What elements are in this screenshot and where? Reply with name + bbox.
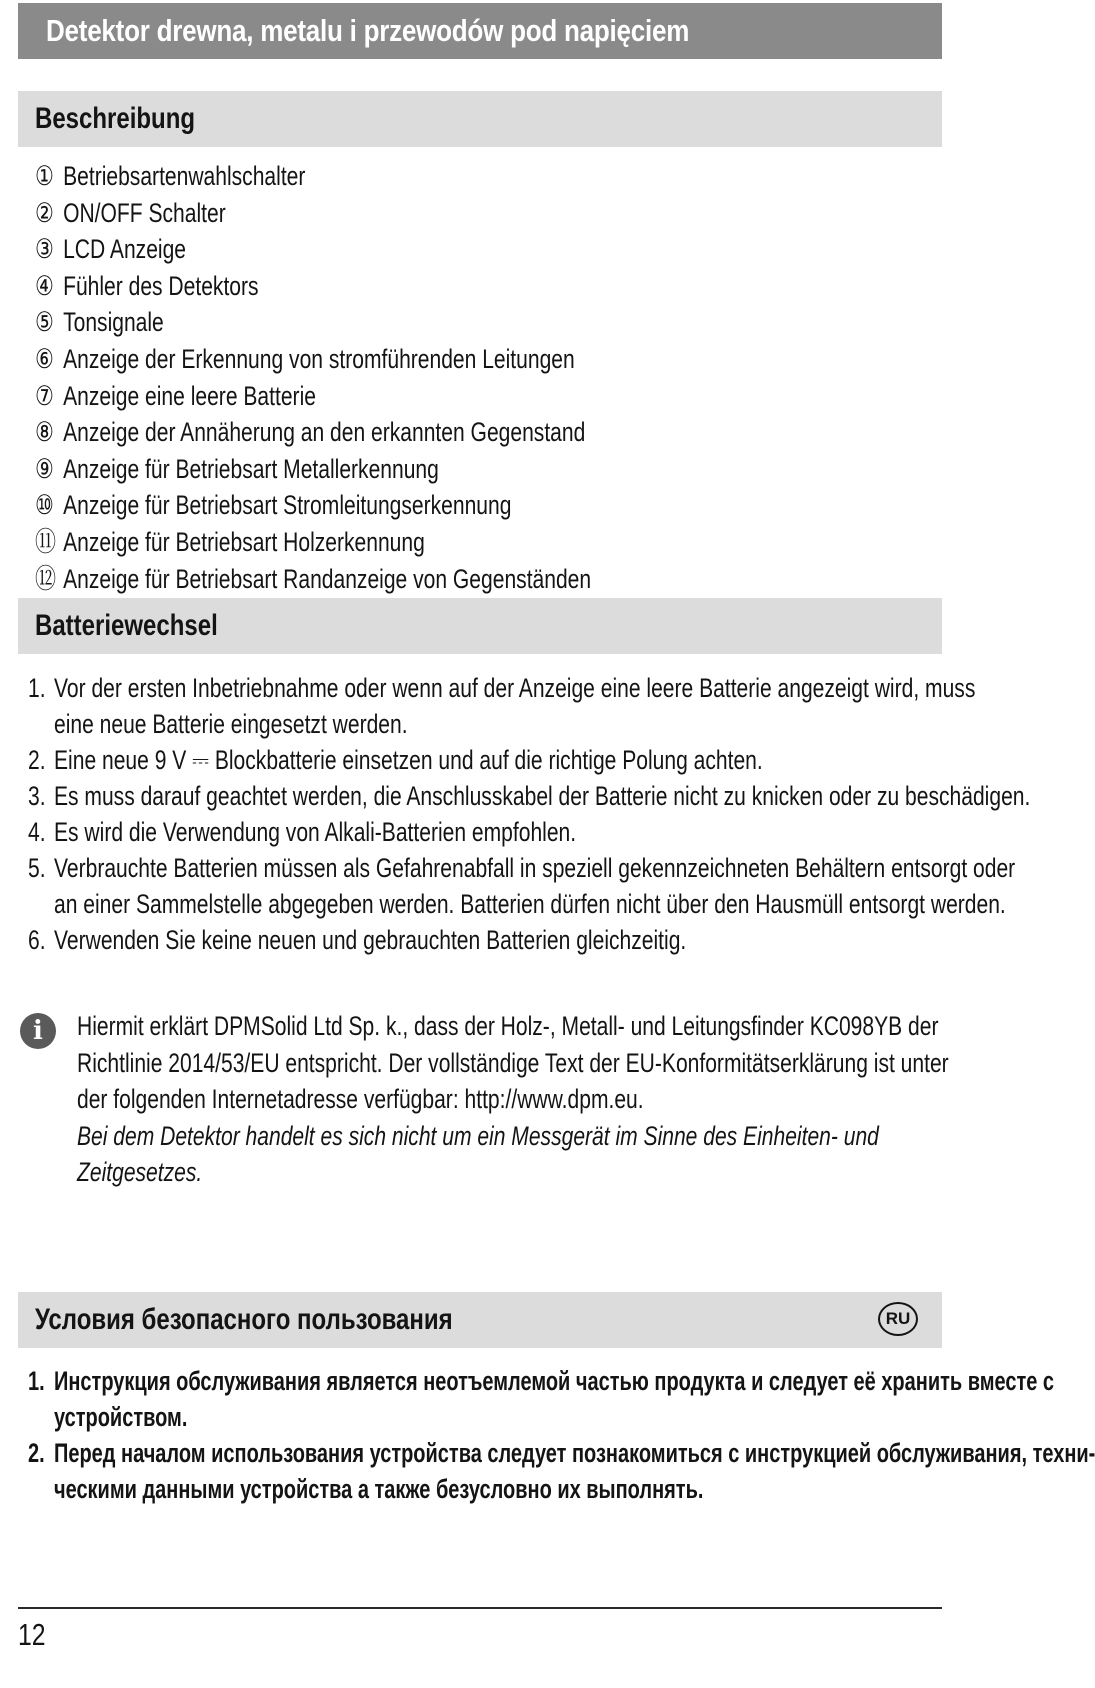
- section-heading-text: Beschreibung: [35, 102, 196, 135]
- list-item: 2. Eine neue 9 V ⎓ Blockbatterie einsetzen und auf die richtige Polung achten.: [28, 745, 763, 775]
- list-item: ⑩ Anzeige für Betriebsart Stromleitungserkennung: [35, 490, 512, 521]
- list-item: ④ Fühler des Detektors: [35, 270, 259, 301]
- language-badge-ru: RU: [878, 1302, 918, 1336]
- battery-steps-list: [28, 670, 1031, 958]
- section-heading-safety-ru: [18, 1292, 942, 1348]
- list-item: ⑤ Tonsignale: [35, 307, 164, 338]
- info-icon: i: [20, 1013, 56, 1049]
- footer-divider: [18, 1607, 942, 1609]
- list-item: 3. Es muss darauf geachtet werden, die Anschlusskabel der Batterie nicht zu knicken oder zu beschädigen.: [28, 781, 1031, 811]
- section-heading-description: [18, 91, 942, 147]
- list-item: 5. Verbrauchte Batterien müssen als Gefahrenabfall in speziell gekennzeichneten Behältern entsorgt oder an einer Sammelstelle abgegeben werden. Batterien dürfen nicht über den Hausmüll entsorgt werden.: [28, 853, 1016, 919]
- list-item: ⑨ Anzeige für Betriebsart Metallerkennung: [35, 453, 439, 484]
- list-item: 1. Vor der ersten Inbetriebnahme oder wenn auf der Anzeige eine leere Batterie angezeigt wird, muss eine neue Batterie eingesetzt werden.: [28, 673, 976, 739]
- list-item: ① Betriebsartenwahlschalter: [35, 161, 306, 191]
- list-item: ③ LCD Anzeige: [35, 234, 187, 265]
- section-heading-text: Batteriewechsel: [35, 609, 218, 642]
- declaration-notice: Hiermit erklärt DPMSolid Ltd Sp. k., dass der Holz-, Metall- und Leitungsfinder KC098YB der Richtlinie 2014/53/EU entspricht. Der vollständige Text der EU-Konformitätserklärung ist unter der folgenden Internetadresse verfügbar: http://www.dpm.eu. Bei dem Detektor handelt es sich nicht um ein Messgerät im Sinne des Einheiten- und Zeitgesetzes.: [77, 1011, 949, 1187]
- list-item: ⑧ Anzeige der Annäherung an den erkannten Gegenstand: [35, 417, 586, 448]
- page-title: Detektor drewna, metalu i przewodów pod napięciem: [46, 13, 690, 48]
- list-item: 2. Перед началом использования устройства следует познакомиться с инструкцией обслуживания, техни- ческими данными устройства а также безусловно их выполнять.: [28, 1438, 1095, 1504]
- page-number: 12: [18, 1617, 46, 1652]
- section-heading-battery: [18, 598, 942, 654]
- list-item: ⑥ Anzeige der Erkennung von stromführenden Leitungen: [35, 343, 575, 374]
- list-item: ⑫ Anzeige für Betriebsart Randanzeige von Gegenständen: [35, 563, 592, 594]
- safety-rules-list: [28, 1363, 1095, 1507]
- parts-list: [35, 158, 935, 597]
- list-item: ② ON/OFF Schalter: [35, 197, 226, 228]
- list-item: 1. Инструкция обслуживания является неотъемлемой частью продукта и следует её хранить вместе с устройством.: [28, 1366, 1055, 1432]
- list-item: ⑦ Anzeige eine leere Batterie: [35, 380, 316, 411]
- list-item: ⑪ Anzeige für Betriebsart Holzerkennung: [35, 526, 425, 557]
- list-item: 6. Verwenden Sie keine neuen und gebrauchten Batterien gleichzeitig.: [28, 925, 687, 955]
- title-bar: [18, 3, 942, 59]
- section-heading-text: Условия безопасного пользования: [35, 1303, 453, 1336]
- list-item: 4. Es wird die Verwendung von Alkali-Batterien empfohlen.: [28, 817, 577, 847]
